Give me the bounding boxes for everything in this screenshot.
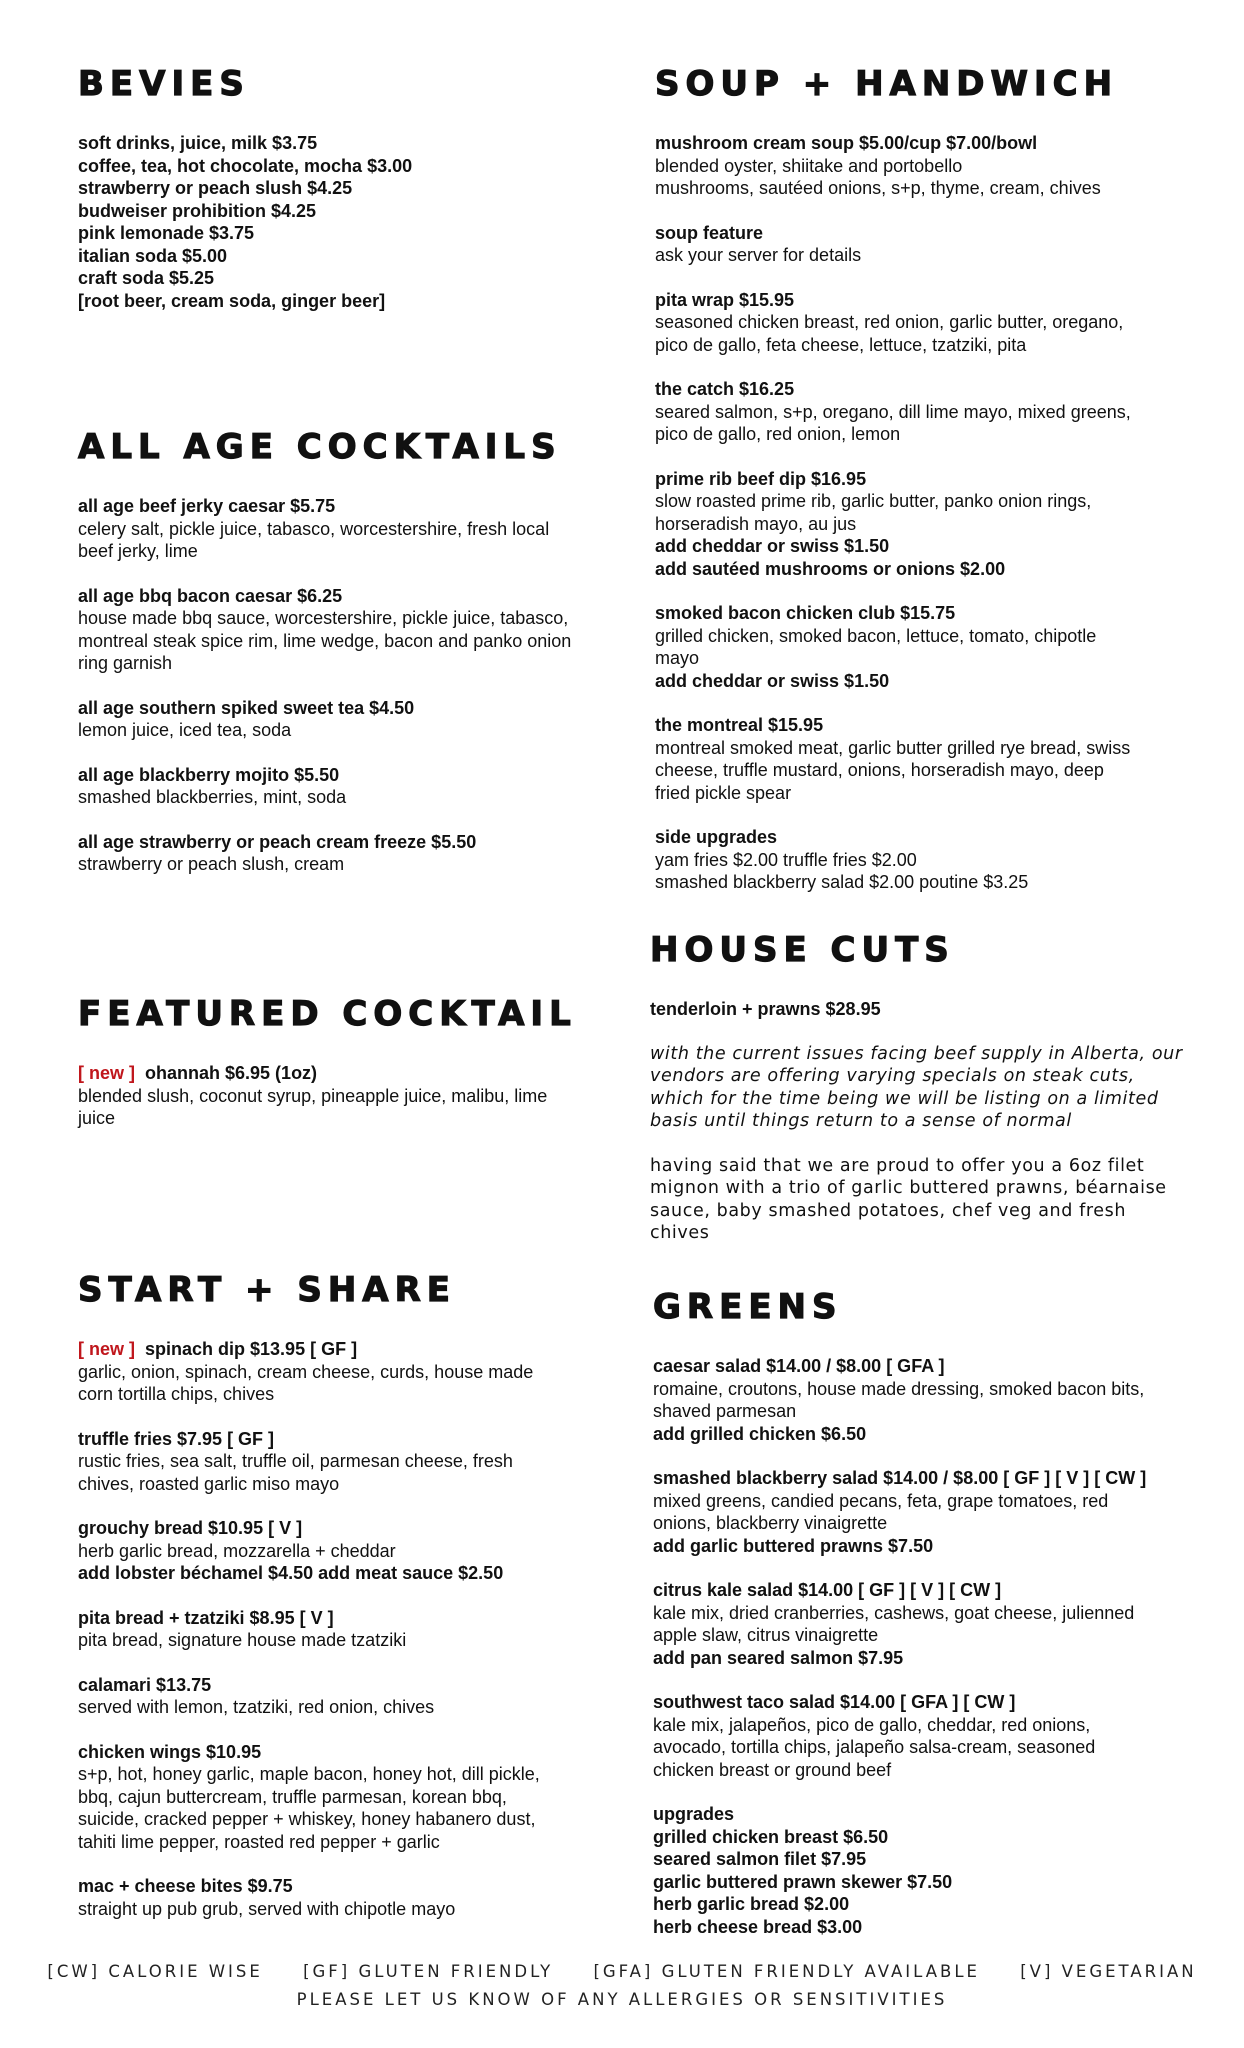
bevies-list [78,132,618,312]
description-line: sauce, baby smashed potatoes, chef veg and fresh [650,1200,1127,1221]
item-description: shaved parmesan [653,1401,797,1421]
item-name: calamari $13.75 [78,1674,212,1695]
bevies-line: italian soda $5.00 [78,245,228,266]
item-addon: add grilled chicken $6.50 [653,1423,867,1444]
item-addon: seared salmon filet $7.95 [653,1849,867,1869]
item-description: served with lemon, tzatziki, red onion, chives [78,1697,435,1717]
bevies-section [78,64,618,312]
item-description: cheese, truffle mustard, onions, horseradish mayo, deep [655,760,1104,780]
house-cuts-name: tenderloin + prawns $28.95 [650,999,881,1019]
item-addon: grilled chicken breast $6.50 [653,1826,889,1847]
bevies-line: coffee, tea, hot chocolate, mocha $3.00 [78,155,413,176]
item-name: southwest taco salad $14.00 [ GFA ] [ CW ] [653,1692,1016,1712]
allergy-note: PLEASE LET US KNOW OF ANY ALLERGIES OR SENSITIVITIES [296,1990,948,2009]
item-description: blended oyster, shiitake and portobello [655,155,963,176]
featured-desc-2: juice [78,1108,116,1128]
menu-item [655,289,1195,357]
item-heading [655,378,1195,401]
item-description: herb garlic bread, mozzarella + cheddar [78,1540,396,1561]
menu-item [653,1803,1193,1938]
item-description: tahiti lime pepper, roasted red pepper + garlic [78,1831,440,1852]
menu-item [653,1467,1193,1557]
item-heading [655,826,1195,849]
item-addon: herb garlic bread $2.00 [653,1894,850,1914]
item-description: house made bbq sauce, worcestershire, pickle juice, tabasco, [78,608,569,628]
featured-name: ohannah $6.95 (1oz) [145,1063,318,1083]
item-addon: add cheddar or swiss $1.50 [655,670,890,691]
item-description: onions, blackberry vinaigrette [653,1513,888,1533]
item-heading [78,1741,618,1764]
menu-item [655,826,1195,894]
item-name: all age bbq bacon caesar $6.25 [78,585,343,606]
menu-item [78,495,618,563]
bevies-line: [root beer, cream soda, ginger beer] [78,290,386,311]
soup-list [655,132,1195,894]
house-cuts-description [650,1155,1190,1245]
menu-item [653,1691,1193,1781]
item-name: all age beef jerky caesar $5.75 [78,496,336,516]
item-description: horseradish mayo, au jus [655,513,857,534]
description-line: mignon with a trio of garlic buttered prawns, béarnaise [650,1178,1167,1198]
item-name: chicken wings $10.95 [78,1741,262,1762]
item-description: garlic, onion, spinach, cream cheese, curds, house made [78,1361,534,1382]
note-line: with the current issues facing beef supply in Alberta, our [650,1043,1183,1064]
item-name: all age strawberry or peach cream freeze $5.50 [78,831,477,852]
item-description: strawberry or peach slush, cream [78,854,345,874]
bevies-line: craft soda $5.25 [78,268,215,288]
item-addon: herb cheese bread $3.00 [653,1916,863,1937]
item-addon: garlic buttered prawn skewer $7.50 [653,1871,953,1892]
item-name: all age blackberry mojito $5.50 [78,764,340,785]
item-name: all age southern spiked sweet tea $4.50 [78,697,415,718]
item-heading [78,1607,618,1630]
item-heading [78,1338,618,1361]
item-description: seared salmon, s+p, oregano, dill lime mayo, mixed greens, [655,401,1131,422]
item-name: mac + cheese bites $9.75 [78,1876,293,1896]
item-name: soup feature [655,222,764,243]
menu-item [655,132,1195,200]
all-age-list [78,495,618,876]
item-name: smashed blackberry salad $14.00 / $8.00 [ GF ] [ V ] [ CW ] [653,1468,1147,1488]
item-description: pico de gallo, feta cheese, lettuce, tzatziki, pita [655,334,1027,355]
item-description: celery salt, pickle juice, tabasco, worcestershire, fresh local [78,518,550,539]
bevies-line: pink lemonade $3.75 [78,223,255,243]
item-description: romaine, croutons, house made dressing, smoked bacon bits, [653,1378,1145,1399]
item-name: caesar salad $14.00 / $8.00 [ GFA ] [653,1356,945,1376]
menu-item [78,1741,618,1854]
bevies-line: strawberry or peach slush $4.25 [78,178,353,198]
item-name: side upgrades [655,827,778,847]
new-tag: [ new ] [78,1339,135,1359]
description-line: having said that we are proud to offer you a 6oz filet [650,1155,1145,1176]
item-description: mayo [655,648,700,668]
item-heading [653,1467,1193,1490]
menu-item [655,468,1195,581]
item-description: beef jerky, lime [78,541,198,561]
house-cuts-item [650,998,1190,1245]
house-cuts-note [650,1043,1190,1133]
menu-item [653,1355,1193,1445]
item-description: apple slaw, citrus vinaigrette [653,1625,879,1645]
menu-item [78,1338,618,1406]
menu-item [78,585,618,675]
item-description: s+p, hot, honey garlic, maple bacon, honey hot, dill pickle, [78,1764,540,1784]
item-heading [78,1875,618,1898]
new-tag: [ new ] [78,1063,135,1083]
bevies-line: budweiser prohibition $4.25 [78,200,317,221]
greens-title: GREENS [653,1287,843,1327]
item-heading [655,714,1195,737]
item-name: mushroom cream soup $5.00/cup $7.00/bowl [655,133,1038,153]
item-description: montreal smoked meat, garlic butter grilled rye bread, swiss [655,737,1131,758]
item-name: citrus kale salad $14.00 [ GF ] [ V ] [ CW ] [653,1580,1002,1600]
bevies-title: BEVIES [78,64,250,104]
item-addon: add garlic buttered prawns $7.50 [653,1535,934,1556]
item-heading [655,289,1195,312]
legend-gf: [GF] GLUTEN FRIENDLY [303,1962,554,1981]
item-description: mixed greens, candied pecans, feta, grape tomatoes, red [653,1490,1109,1511]
item-heading [655,132,1195,155]
house-cuts-section [650,930,1190,1267]
item-description: yam fries $2.00 truffle fries $2.00 [655,849,917,870]
item-name: truffle fries $7.95 [ GF ] [78,1428,275,1449]
item-heading [78,1517,618,1540]
item-name: prime rib beef dip $16.95 [655,468,867,489]
menu-item [655,378,1195,446]
item-description: ask your server for details [655,245,862,265]
item-name: pita bread + tzatziki $8.95 [ V ] [78,1607,334,1628]
start-share-title: START + SHARE [78,1270,457,1310]
menu-item [78,1607,618,1652]
all-age-section [78,427,618,898]
item-description: kale mix, dried cranberries, cashews, goat cheese, julienned [653,1602,1135,1623]
menu-item [78,697,618,742]
item-description: slow roasted prime rib, garlic butter, panko onion rings, [655,491,1092,511]
item-name: smoked bacon chicken club $15.75 [655,603,956,623]
house-cuts-title: HOUSE CUTS [650,930,955,970]
item-name: pita wrap $15.95 [655,289,795,310]
item-description: smashed blackberry salad $2.00 poutine $3.25 [655,872,1029,892]
item-description: straight up pub grub, served with chipotle mayo [78,1898,456,1919]
featured-title: FEATURED COCKTAIL [78,994,577,1034]
menu-item [78,1875,618,1920]
item-description: chicken breast or ground beef [653,1759,892,1780]
item-heading [78,764,618,787]
item-heading [78,697,618,720]
item-description: grilled chicken, smoked bacon, lettuce, tomato, chipotle [655,625,1097,646]
description-line: chives [650,1223,710,1243]
note-line: which for the time being we will be listing on a limited [650,1088,1159,1109]
item-heading [655,602,1195,625]
menu-item [655,602,1195,692]
soup-title: SOUP + HANDWICH [655,64,1119,104]
item-heading [653,1579,1193,1602]
greens-list [653,1355,1193,1938]
item-name: spinach dip $13.95 [ GF ] [145,1339,358,1359]
item-heading [78,495,618,518]
item-description: suicide, cracked pepper + whiskey, honey habanero dust, [78,1809,536,1829]
item-addon: add sautéed mushrooms or onions $2.00 [655,558,1006,579]
greens-section [653,1287,1193,1960]
item-description: chives, roasted garlic miso mayo [78,1473,340,1494]
item-heading [653,1355,1193,1378]
bevies-line: soft drinks, juice, milk $3.75 [78,133,318,153]
item-description: seasoned chicken breast, red onion, garlic butter, oregano, [655,312,1124,332]
menu-item [655,714,1195,804]
item-heading [653,1691,1193,1714]
item-heading [655,222,1195,245]
item-description: bbq, cajun buttercream, truffle parmesan, korean bbq, [78,1786,507,1807]
item-name: upgrades [653,1804,735,1824]
note-line: vendors are offering varying specials on steak cuts, [650,1066,1135,1086]
item-addon: add cheddar or swiss $1.50 [655,536,890,556]
menu-item [78,831,618,876]
soup-section [655,64,1195,916]
start-share-list [78,1338,618,1920]
item-description: kale mix, jalapeños, pico de gallo, cheddar, red onions, [653,1714,1091,1735]
legend [0,1962,1244,1981]
item-name: the montreal $15.95 [655,715,824,735]
legend-cw: [CW] CALORIE WISE [47,1962,263,1981]
item-description: rustic fries, sea salt, truffle oil, parmesan cheese, fresh [78,1451,513,1471]
item-heading [653,1803,1193,1826]
item-name: the catch $16.25 [655,379,795,399]
menu-item [655,222,1195,267]
item-description: pico de gallo, red onion, lemon [655,424,901,444]
legend-gfa: [GFA] GLUTEN FRIENDLY AVAILABLE [593,1962,980,1981]
item-description: corn tortilla chips, chives [78,1384,275,1404]
all-age-title: ALL AGE COCKTAILS [78,427,562,467]
item-heading [78,1674,618,1697]
featured-item [78,1062,618,1130]
item-addon: add pan seared salmon $7.95 [653,1647,904,1668]
item-description: pita bread, signature house made tzatziki [78,1630,407,1650]
featured-desc-1: blended slush, coconut syrup, pineapple juice, malibu, lime [78,1085,548,1106]
menu-item [78,764,618,809]
item-name: grouchy bread $10.95 [ V ] [78,1518,303,1538]
item-heading [655,468,1195,491]
item-description: mushrooms, sautéed onions, s+p, thyme, cream, chives [655,178,1101,198]
item-description: fried pickle spear [655,782,792,803]
menu-item [653,1579,1193,1669]
item-description: smashed blackberries, mint, soda [78,787,347,807]
item-heading [78,1428,618,1451]
note-line: basis until things return to a sense of normal [650,1111,1072,1131]
legend-v: [V] VEGETARIAN [1020,1962,1197,1981]
item-description: ring garnish [78,653,173,673]
menu-item [78,1674,618,1719]
item-description: avocado, tortilla chips, jalapeño salsa-cream, seasoned [653,1737,1096,1757]
start-share-section [78,1270,618,1942]
menu-item [78,1517,618,1585]
item-description: montreal steak spice rim, lime wedge, bacon and panko onion [78,630,572,651]
featured-section [78,994,618,1152]
menu-item [78,1428,618,1496]
item-heading [78,831,618,854]
item-description: lemon juice, iced tea, soda [78,720,292,740]
item-heading [78,585,618,608]
item-addon: add lobster béchamel $4.50 add meat sauce $2.50 [78,1563,504,1583]
